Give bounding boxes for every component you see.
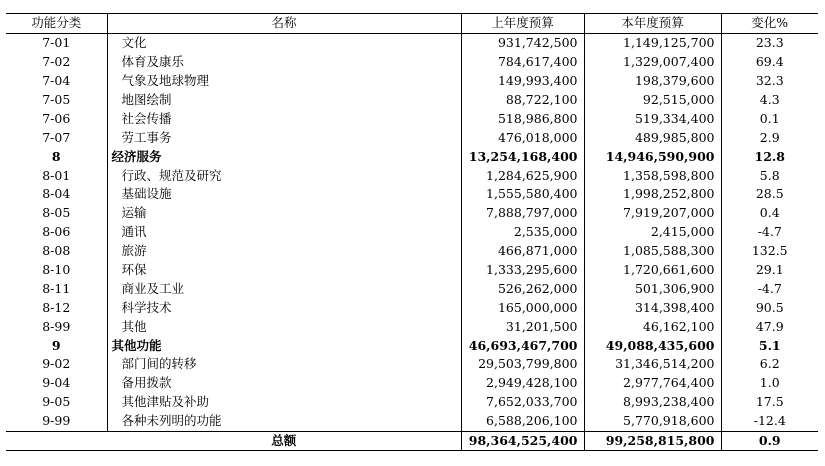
name-cell: 运输 — [107, 204, 461, 223]
change-cell: 32.3 — [721, 72, 818, 91]
prev-budget-cell: 1,555,580,400 — [461, 185, 584, 204]
table-row — [6, 91, 818, 110]
cur-budget-cell: 2,977,764,400 — [584, 374, 721, 393]
cur-budget-cell: 2,415,000 — [584, 223, 721, 242]
prev-budget-cell: 29,503,799,800 — [461, 355, 584, 374]
header-name: 名称 — [107, 14, 461, 34]
code-cell: 9-04 — [42, 375, 71, 391]
table-row — [6, 412, 818, 431]
prev-budget-cell: 931,742,500 — [461, 33, 584, 52]
code-cell: 8-12 — [42, 299, 71, 315]
prev-budget-cell: 526,262,000 — [461, 279, 584, 298]
cur-budget-cell: 49,088,435,600 — [584, 336, 721, 355]
cur-budget-cell: 1,720,661,600 — [584, 261, 721, 280]
table-row — [6, 374, 818, 393]
change-cell: 0.4 — [721, 204, 818, 223]
name-cell: 通讯 — [107, 223, 461, 242]
name-cell: 商业及工业 — [107, 279, 461, 298]
change-cell: 2.9 — [721, 128, 818, 147]
code-cell: 7-02 — [42, 54, 71, 70]
table-body — [6, 33, 818, 431]
cur-budget-cell: 489,985,800 — [584, 128, 721, 147]
name-cell: 经济服务 — [107, 147, 461, 166]
change-cell: 47.9 — [721, 317, 818, 336]
total-row — [6, 431, 818, 451]
prev-budget-cell: 518,986,800 — [461, 109, 584, 128]
header-code: 功能分类 — [6, 14, 107, 34]
prev-budget-cell: 1,333,295,600 — [461, 261, 584, 280]
code-cell: 9-05 — [42, 394, 71, 410]
prev-budget-cell: 7,652,033,700 — [461, 393, 584, 412]
code-cell: 7-06 — [42, 110, 71, 126]
total-prev-budget: 98,364,525,400 — [461, 431, 584, 451]
cur-budget-cell: 314,398,400 — [584, 298, 721, 317]
cur-budget-cell: 14,946,590,900 — [584, 147, 721, 166]
code-cell: 8-05 — [42, 205, 71, 221]
change-cell: -12.4 — [721, 412, 818, 431]
code-cell: 8-01 — [42, 167, 71, 183]
table-row — [6, 242, 818, 261]
cur-budget-cell: 1,329,007,400 — [584, 53, 721, 72]
table-row — [6, 53, 818, 72]
code-cell: 9-02 — [42, 356, 71, 372]
total-cur-budget: 99,258,815,800 — [584, 431, 721, 451]
name-cell: 科学技术 — [107, 298, 461, 317]
cur-budget-cell: 1,998,252,800 — [584, 185, 721, 204]
change-cell: 5.8 — [721, 166, 818, 185]
change-cell: 29.1 — [721, 261, 818, 280]
cur-budget-cell: 1,149,125,700 — [584, 33, 721, 52]
name-cell: 各种未列明的功能 — [107, 412, 461, 431]
code-cell: 7-07 — [42, 129, 71, 145]
header-cur-budget: 本年度预算 — [584, 14, 721, 34]
prev-budget-cell: 165,000,000 — [461, 298, 584, 317]
cur-budget-cell: 519,334,400 — [584, 109, 721, 128]
code-cell: 8-99 — [42, 318, 71, 334]
table-row — [6, 298, 818, 317]
cur-budget-cell: 1,085,588,300 — [584, 242, 721, 261]
cur-budget-cell: 7,919,207,000 — [584, 204, 721, 223]
prev-budget-cell: 466,871,000 — [461, 242, 584, 261]
code-cell: 8-08 — [42, 243, 71, 259]
change-cell: 0.1 — [721, 109, 818, 128]
name-cell: 社会传播 — [107, 109, 461, 128]
total-change: 0.9 — [721, 431, 818, 451]
table-row — [6, 317, 818, 336]
table-row — [6, 279, 818, 298]
code-cell: 7-05 — [42, 92, 71, 107]
name-cell: 行政、规范及研究 — [107, 166, 461, 185]
code-cell: 9 — [51, 337, 61, 353]
name-cell: 体育及康乐 — [107, 53, 461, 72]
table-row — [6, 185, 818, 204]
table-row — [6, 261, 818, 280]
change-cell: -4.7 — [721, 223, 818, 242]
change-cell: 69.4 — [721, 53, 818, 72]
change-cell: 1.0 — [721, 374, 818, 393]
name-cell: 旅游 — [107, 242, 461, 261]
prev-budget-cell: 46,693,467,700 — [461, 336, 584, 355]
prev-budget-cell: 2,949,428,100 — [461, 374, 584, 393]
total-code-cell — [6, 431, 107, 451]
name-cell: 备用拨款 — [107, 374, 461, 393]
change-cell: 23.3 — [721, 33, 818, 52]
cur-budget-cell: 501,306,900 — [584, 279, 721, 298]
cur-budget-cell: 8,993,238,400 — [584, 393, 721, 412]
change-cell: 17.5 — [721, 393, 818, 412]
prev-budget-cell: 1,284,625,900 — [461, 166, 584, 185]
code-cell: 8-11 — [42, 280, 71, 296]
name-cell: 地图绘制 — [107, 91, 461, 110]
name-cell: 其他功能 — [107, 336, 461, 355]
change-cell: 6.2 — [721, 355, 818, 374]
table-row — [6, 166, 818, 185]
prev-budget-cell: 88,722,100 — [461, 91, 584, 110]
change-cell: 90.5 — [721, 298, 818, 317]
cur-budget-cell: 1,358,598,800 — [584, 166, 721, 185]
category-row — [6, 147, 818, 166]
prev-budget-cell: 7,888,797,000 — [461, 204, 584, 223]
table-row — [6, 223, 818, 242]
name-cell: 其他津贴及补助 — [107, 393, 461, 412]
name-cell: 文化 — [107, 33, 461, 52]
prev-budget-cell: 149,993,400 — [461, 72, 584, 91]
code-cell: 8 — [51, 148, 61, 164]
cur-budget-cell: 46,162,100 — [584, 317, 721, 336]
change-cell: 4.3 — [721, 91, 818, 110]
table-row — [6, 33, 818, 52]
code-cell: 7-04 — [42, 73, 71, 89]
change-cell: -4.7 — [721, 279, 818, 298]
cur-budget-cell: 198,379,600 — [584, 72, 721, 91]
header-change: 变化% — [721, 14, 818, 34]
cur-budget-cell: 5,770,918,600 — [584, 412, 721, 431]
prev-budget-cell: 2,535,000 — [461, 223, 584, 242]
budget-table-container — [6, 13, 818, 451]
change-cell: 132.5 — [721, 242, 818, 261]
prev-budget-cell: 6,588,206,100 — [461, 412, 584, 431]
total-label: 总额 — [107, 431, 461, 451]
header-prev-budget: 上年度预算 — [461, 14, 584, 34]
table-row — [6, 128, 818, 147]
table-row — [6, 393, 818, 412]
prev-budget-cell: 476,018,000 — [461, 128, 584, 147]
table-row — [6, 204, 818, 223]
prev-budget-cell: 13,254,168,400 — [461, 147, 584, 166]
change-cell: 5.1 — [721, 336, 818, 355]
table-header-row — [6, 14, 818, 34]
prev-budget-cell: 31,201,500 — [461, 317, 584, 336]
table-row — [6, 72, 818, 91]
cur-budget-cell: 92,515,000 — [584, 91, 721, 110]
cur-budget-cell: 31,346,514,200 — [584, 355, 721, 374]
change-cell: 12.8 — [721, 147, 818, 166]
change-cell: 28.5 — [721, 185, 818, 204]
code-cell: 8-06 — [42, 224, 71, 240]
budget-table — [6, 13, 818, 451]
code-cell: 8-10 — [42, 262, 71, 278]
code-cell: 9-99 — [42, 413, 71, 429]
code-cell: 7-01 — [42, 35, 71, 51]
name-cell: 劳工事务 — [107, 128, 461, 147]
prev-budget-cell: 784,617,400 — [461, 53, 584, 72]
category-row — [6, 336, 818, 355]
name-cell: 环保 — [107, 261, 461, 280]
table-row — [6, 109, 818, 128]
name-cell: 部门间的转移 — [107, 355, 461, 374]
table-row — [6, 355, 818, 374]
code-cell: 8-04 — [42, 186, 71, 202]
name-cell: 其他 — [107, 317, 461, 336]
name-cell: 气象及地球物理 — [107, 72, 461, 91]
name-cell: 基础设施 — [107, 185, 461, 204]
